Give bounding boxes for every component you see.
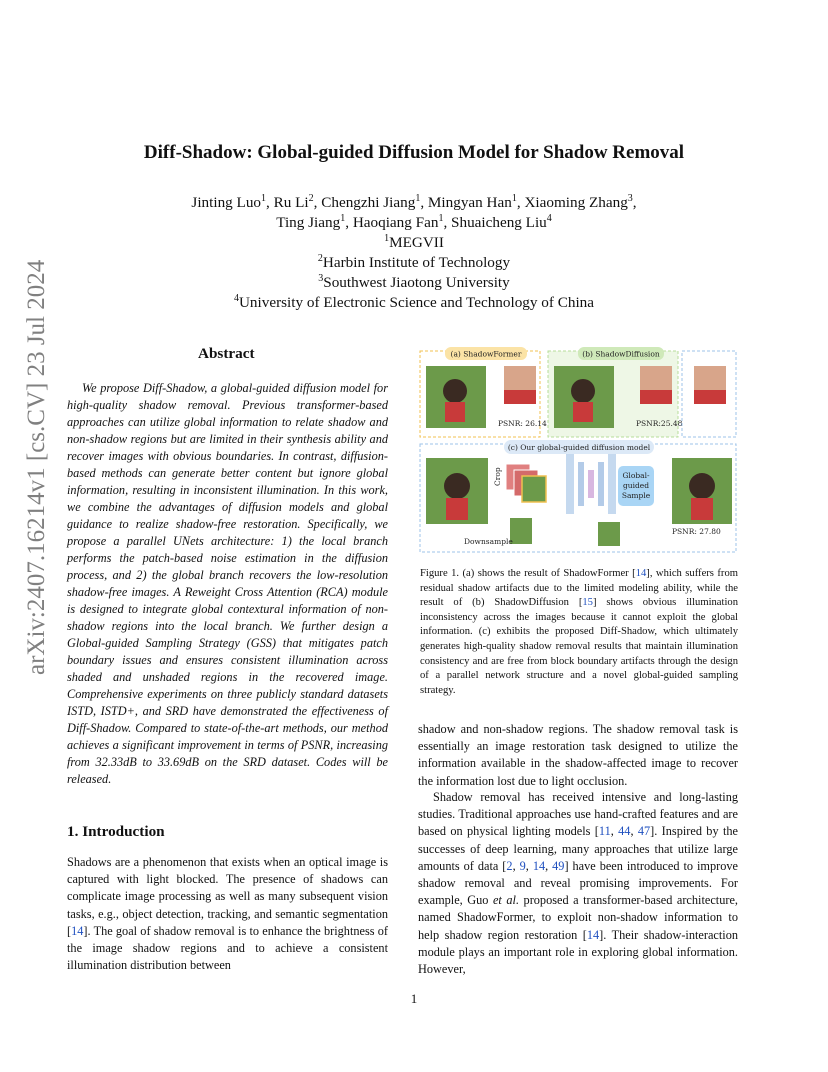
affiliation-line: [0, 273, 828, 293]
author-name: Ting Jiang: [276, 214, 341, 231]
paper-title: Diff-Shadow: Global-guided Diffusion Model for Shadow Removal: [143, 142, 685, 163]
italic-text: et al.: [492, 893, 520, 908]
figure-1: [418, 346, 740, 556]
author-affiliation-mark: 1: [340, 212, 346, 224]
author-separator: ,: [632, 194, 637, 211]
author-separator: ,: [443, 214, 452, 231]
right-paragraph-1: shadow and non-shadow regions. The shadow removal task is essentially an image restoration task designed to utilize the information available in the shadow-affected image to recover the information lost due to light occlusion.: [418, 722, 738, 788]
author-affiliation-mark: 3: [627, 192, 633, 204]
unet-bar: [588, 470, 594, 498]
panel-a-crop-shirt: [504, 390, 536, 404]
downsampled-image: [510, 518, 532, 544]
unet-bar: [608, 454, 616, 514]
downsample-label: Downsample: [464, 537, 513, 546]
author-separator: ,: [420, 194, 428, 211]
citation-link[interactable]: 2: [506, 858, 513, 873]
intro-heading: 1. Introduction: [67, 823, 165, 840]
author-line-1: [0, 193, 828, 213]
author-name: Chengzhi Jiang: [321, 194, 416, 211]
affiliation-mark: 3: [318, 272, 324, 284]
child-shirt: [573, 402, 593, 422]
text-run: ,: [545, 858, 553, 873]
author-name: Shuaicheng Liu: [451, 214, 547, 231]
text-run: ], which suffers from residual shadow artifacts due to the limited modeling ability, while the result of (b) ShadowDiffusion [: [420, 568, 738, 609]
affiliation-mark: 2: [317, 252, 323, 264]
author-name: Jinting Luo: [191, 194, 262, 211]
text-run: Shadow removal has received intensive and long-lasting studies. Traditional approaches use hand-crafted features and are based on physical lighting models [: [418, 790, 738, 839]
affiliation-line: [0, 253, 828, 273]
right-paragraph-2: [418, 789, 738, 978]
text-run: ,: [610, 824, 619, 839]
author-affiliation-mark: 2: [308, 192, 314, 204]
author-separator: ,: [516, 194, 525, 211]
affiliation-name: Southwest Jiaotong University: [323, 274, 510, 291]
affiliation-line: [0, 293, 828, 313]
panel-c-crop-shirt: [694, 390, 726, 404]
low-res-output: [598, 522, 620, 546]
text-run: ] shows obvious illumination inconsistency across the images because it cannot exploit the global information. (c) exhibits the proposed Diff-Shadow, which ultimately generates high-quality shadow removal results that maintain illumination consistency and are free from block boundary artifacts through the design of a parallel network structure and a novel global-guided sampling strategy.: [420, 597, 738, 696]
affiliation-name: University of Electronic Science and Technology of China: [238, 294, 595, 311]
citation-link[interactable]: 9: [519, 858, 526, 873]
psnr-b: PSNR:25.48: [636, 419, 683, 428]
child-head: [689, 473, 715, 499]
text-run: ,: [630, 824, 638, 839]
citation-link[interactable]: 14: [532, 858, 546, 873]
psnr-a: PSNR: 26.14: [498, 419, 547, 428]
psnr-c: PSNR: 27.80: [672, 527, 721, 536]
unet-bar: [566, 454, 574, 514]
page-number: 1: [410, 991, 418, 1006]
author-name: Mingyan Han: [427, 194, 512, 211]
text-run: Figure 1. (a) shows the result of ShadowFormer [: [420, 568, 636, 579]
citation-link[interactable]: 44: [618, 824, 631, 839]
citation-link[interactable]: 14: [71, 923, 84, 938]
author-separator: ,: [266, 194, 274, 211]
crop-label: Crop: [493, 467, 502, 486]
author-name: Haoqiang Fan: [352, 214, 439, 231]
abstract-text: We propose Diff-Shadow, a global-guided diffusion model for high-quality shadow removal. Previous transformer-based approaches can utilize global information to relate shadow and non-shadow regions but are limited in their synthesis ability and recover images with obvious boundaries. In contrast, diffusion-based methods can generate better content but ignore global information, resulting in inconsistent illumination. In this work, we combine the advantages of diffusion models and global guidance to realize shadow-free restoration. Specifically, we propose a parallel UNets architecture: 1) the local branch performs the patch-based noise estimation in the diffusion process, and 2) the global branch recovers the low-resolution shadow-free images. A Reweight Cross Attention (RCA) module is designed to integrate global contextural information of non-shadow regions into the local branch. We further design a Global-guided Sampling Strategy (GSS) that mitigates patch boundary issues and ensures consistent illumination across shaded and unshaded regions in the recovered image. Comprehensive experiments on three publicly standard datasets ISTD, ISTD+, and SRD have demonstrated the effectiveness of Diff-Shadow. Compared to state-of-the-art methods, our method achieves a significant improvement in terms of PSNR, increasing from 32.33dB to 33.69dB on the SRD dataset. Codes will be released.: [67, 381, 388, 786]
citation-link[interactable]: 11: [598, 824, 611, 839]
author-affiliation-mark: 1: [511, 192, 517, 204]
panel-b-label: (b) ShadowDiffusion: [582, 349, 660, 359]
figure-1-diagram: [418, 346, 740, 556]
panel-c-label: (c) Our global-guided diffusion model: [507, 443, 651, 452]
citation-link[interactable]: 14: [635, 568, 647, 579]
global-sample-line-1: Global-: [622, 471, 650, 480]
affiliation-mark: 4: [233, 292, 239, 304]
unet-bar: [578, 462, 584, 506]
child-head: [444, 473, 470, 499]
text-run: ]. Inspired by the successes of deep learning, many approaches that utilize large amounts of data [: [418, 824, 738, 873]
author-name: Ru Li: [273, 194, 309, 211]
text-run: ,: [512, 858, 520, 873]
author-affiliation-mark: 1: [415, 192, 421, 204]
affiliations: [0, 233, 828, 313]
child-shirt: [445, 402, 465, 422]
affiliation-name: Harbin Institute of Technology: [322, 254, 511, 271]
citation-link[interactable]: 14: [586, 927, 600, 942]
unet-bar: [598, 462, 604, 506]
global-sample-line-2: guided: [622, 481, 650, 490]
author-name: Xiaoming Zhang: [524, 194, 628, 211]
affiliation-line: [0, 233, 828, 253]
citation-link[interactable]: 49: [552, 858, 565, 873]
affiliation-name: MEGVII: [389, 234, 444, 251]
global-sample-line-3: Sample: [621, 491, 651, 500]
intro-paragraph: Shadows are a phenomenon that exists when an optical image is captured with light blocked. The presence of shadows can complicate image processing as well as many subsequent vision tasks, e.g., object detection, tracking, and semantic segmentation [14]. The goal of shadow removal is to enhance the brightness of the image shadow regions and to achieve a consistent illumination distribution between: [67, 855, 388, 973]
figure-1-caption: [420, 567, 738, 698]
abstract-heading: Abstract: [198, 345, 255, 362]
child-head: [571, 379, 595, 403]
text-run: ] have been introduced to improve shadow removal and reveal promising improvements. For example, Guo: [418, 858, 738, 908]
child-head: [443, 379, 467, 403]
affiliation-mark: 1: [384, 232, 390, 244]
text-run: proposed a transformer-based architecture, named ShadowFormer, to exploit non-shadow information to help shadow region restoration [: [418, 893, 738, 942]
text-run: ]. Their shadow-interaction module plays an important role in exploring global information. However,: [418, 927, 739, 977]
panel-b-crop-shirt: [640, 390, 672, 404]
text-run: ,: [525, 858, 533, 873]
citation-link[interactable]: 15: [582, 597, 593, 609]
author-affiliation-mark: 4: [546, 212, 552, 224]
arxiv-identifier: arXiv:2407.16214v1 [cs.CV] 23 Jul 2024: [23, 259, 50, 675]
author-affiliation-mark: 1: [261, 192, 267, 204]
author-line-2: [0, 213, 828, 233]
child-shirt: [446, 498, 468, 520]
child-shirt: [691, 498, 713, 520]
author-separator: ,: [313, 194, 322, 211]
author-separator: ,: [345, 214, 353, 231]
panel-a-label: (a) ShadowFormer: [450, 349, 522, 359]
author-affiliation-mark: 1: [438, 212, 444, 224]
patch-stack: [522, 476, 546, 502]
citation-link[interactable]: 47: [637, 824, 651, 839]
author-block: [0, 193, 828, 313]
